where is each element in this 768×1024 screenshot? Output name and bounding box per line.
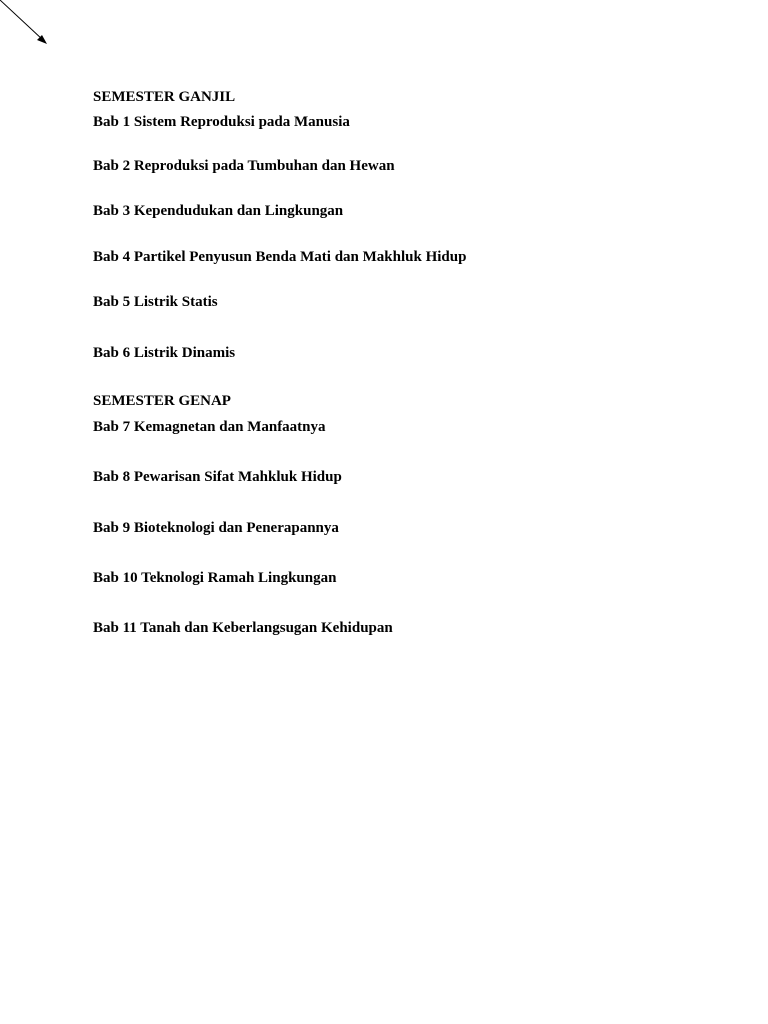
chapter-item: Bab 11 Tanah dan Keberlangsugan Kehidupan [93,620,393,636]
chapter-item: Bab 4 Partikel Penyusun Benda Mati dan Makhluk Hidup [93,249,467,265]
semester-ganjil-heading: SEMESTER GANJIL [93,89,236,105]
chapter-item: Bab 9 Bioteknologi dan Penerapannya [93,520,339,536]
chapter-item: Bab 7 Kemagnetan dan Manfaatnya [93,419,326,435]
chapter-item: Bab 1 Sistem Reproduksi pada Manusia [93,114,350,130]
corner-arrow-icon [0,0,60,60]
chapter-item: Bab 5 Listrik Statis [93,294,218,310]
chapter-item: Bab 3 Kependudukan dan Lingkungan [93,203,344,219]
chapter-item: Bab 2 Reproduksi pada Tumbuhan dan Hewan [93,158,395,174]
chapter-item: Bab 10 Teknologi Ramah Lingkungan [93,570,337,586]
semester-genap-heading: SEMESTER GENAP [93,393,231,409]
chapter-item: Bab 8 Pewarisan Sifat Mahkluk Hidup [93,469,342,485]
chapter-item: Bab 6 Listrik Dinamis [93,345,236,361]
